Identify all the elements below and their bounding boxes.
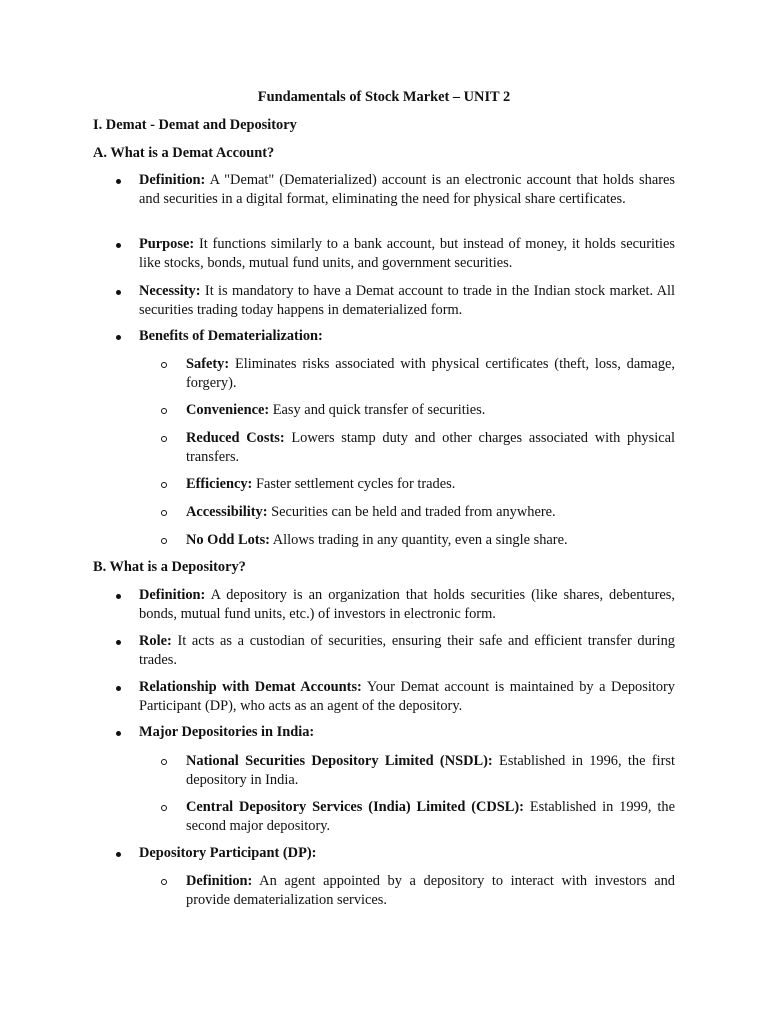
- bullet-icon: [116, 640, 121, 645]
- list-item-depository-role: [139, 632, 675, 669]
- item-label: Reduced Costs:: [186, 430, 285, 446]
- sub-item-dp-definition: [186, 872, 675, 909]
- list-item-depository-definition: [139, 586, 675, 623]
- circle-bullet-icon: [161, 879, 167, 885]
- circle-bullet-icon: [161, 408, 167, 414]
- item-label: Accessibility:: [186, 504, 268, 520]
- item-label: No Odd Lots:: [186, 532, 270, 548]
- item-text: A "Demat" (Dematerialized) account is an electronic account that holds shares and securities in a digital format, eliminating the need for physical share certificates.: [139, 172, 675, 207]
- bullet-icon: [116, 686, 121, 691]
- sub-item-reduced-costs: [186, 429, 675, 466]
- item-text: Your Demat account is maintained by a Depository Participant (DP), who acts as an agent of the depository.: [139, 679, 675, 714]
- circle-bullet-icon: [161, 538, 167, 544]
- bullet-icon: [116, 243, 121, 248]
- bullet-icon: [116, 852, 121, 857]
- item-label: Major Depositories in India:: [139, 724, 315, 740]
- item-label: Necessity:: [139, 283, 201, 299]
- circle-bullet-icon: [161, 362, 167, 368]
- item-text: Allows trading in any quantity, even a single share.: [269, 532, 568, 548]
- list-item-demat-definition: [139, 171, 675, 208]
- bullet-icon: [116, 335, 121, 340]
- sub-item-cdsl: [186, 798, 675, 835]
- item-label: Purpose:: [139, 236, 195, 252]
- item-label: Efficiency:: [186, 476, 253, 492]
- item-text: Lowers stamp duty and other charges associated with physical transfers.: [186, 430, 675, 465]
- bullet-icon: [116, 179, 121, 184]
- item-text: It functions similarly to a bank account, but instead of money, it holds securities like stocks, bonds, mutual fund units, and government securities.: [139, 236, 675, 271]
- sub-item-safety: [186, 355, 675, 392]
- item-label: Definition:: [139, 172, 206, 188]
- list-item-depository-participant: [139, 844, 675, 863]
- bullet-icon: [116, 290, 121, 295]
- item-label: Safety:: [186, 356, 230, 372]
- sub-item-no-odd-lots: [186, 531, 675, 550]
- document-title: Fundamentals of Stock Market – UNIT 2: [257, 89, 511, 105]
- item-label: Depository Participant (DP):: [139, 845, 317, 861]
- item-text: Easy and quick transfer of securities.: [269, 402, 486, 418]
- circle-bullet-icon: [161, 805, 167, 811]
- bullet-icon: [116, 731, 121, 736]
- item-label: Definition:: [139, 587, 206, 603]
- item-text: Securities can be held and traded from anywhere.: [267, 504, 556, 520]
- item-text: Established in 1999, the second major depository.: [186, 799, 675, 834]
- list-item-depository-relationship: [139, 678, 675, 715]
- list-item-demat-purpose: [139, 235, 675, 272]
- list-item-demat-necessity: [139, 282, 675, 319]
- sub-item-nsdl: [186, 752, 675, 789]
- circle-bullet-icon: [161, 759, 167, 765]
- subsection-heading-demat-account: A. What is a Demat Account?: [93, 145, 275, 161]
- bullet-icon: [116, 594, 121, 599]
- sub-item-efficiency: [186, 475, 675, 494]
- sub-item-accessibility: [186, 503, 675, 522]
- item-label: Benefits of Dematerialization:: [139, 328, 323, 344]
- item-label: National Securities Depository Limited (NSDL):: [186, 753, 493, 769]
- item-label: Convenience:: [186, 402, 270, 418]
- section-heading-demat-depository: I. Demat - Demat and Depository: [93, 117, 297, 133]
- list-item-major-depositories: [139, 723, 675, 742]
- subsection-heading-depository: B. What is a Depository?: [93, 559, 246, 575]
- item-text: Established in 1996, the first depository in India.: [186, 753, 676, 788]
- circle-bullet-icon: [161, 510, 167, 516]
- item-text: It acts as a custodian of securities, ensuring their safe and efficient transfer during trades.: [139, 633, 675, 668]
- item-label: Relationship with Demat Accounts:: [139, 679, 362, 695]
- item-label: Definition:: [186, 873, 253, 889]
- item-text: Eliminates risks associated with physical certificates (theft, loss, damage, forgery).: [186, 356, 675, 391]
- sub-item-convenience: [186, 401, 675, 420]
- item-text: It is mandatory to have a Demat account to trade in the Indian stock market. All securities trading today happens in dematerialized form.: [139, 283, 675, 318]
- item-text: A depository is an organization that holds securities (like shares, debentures, bonds, mutual fund units, etc.) of investors in electronic form.: [139, 587, 675, 622]
- item-label: Role:: [139, 633, 172, 649]
- circle-bullet-icon: [161, 482, 167, 488]
- item-label: Central Depository Services (India) Limited (CDSL):: [186, 799, 524, 815]
- circle-bullet-icon: [161, 436, 167, 442]
- list-item-demat-benefits: [139, 327, 675, 346]
- item-text: Faster settlement cycles for trades.: [252, 476, 456, 492]
- item-text: An agent appointed by a depository to interact with investors and provide dematerialization services.: [186, 873, 675, 908]
